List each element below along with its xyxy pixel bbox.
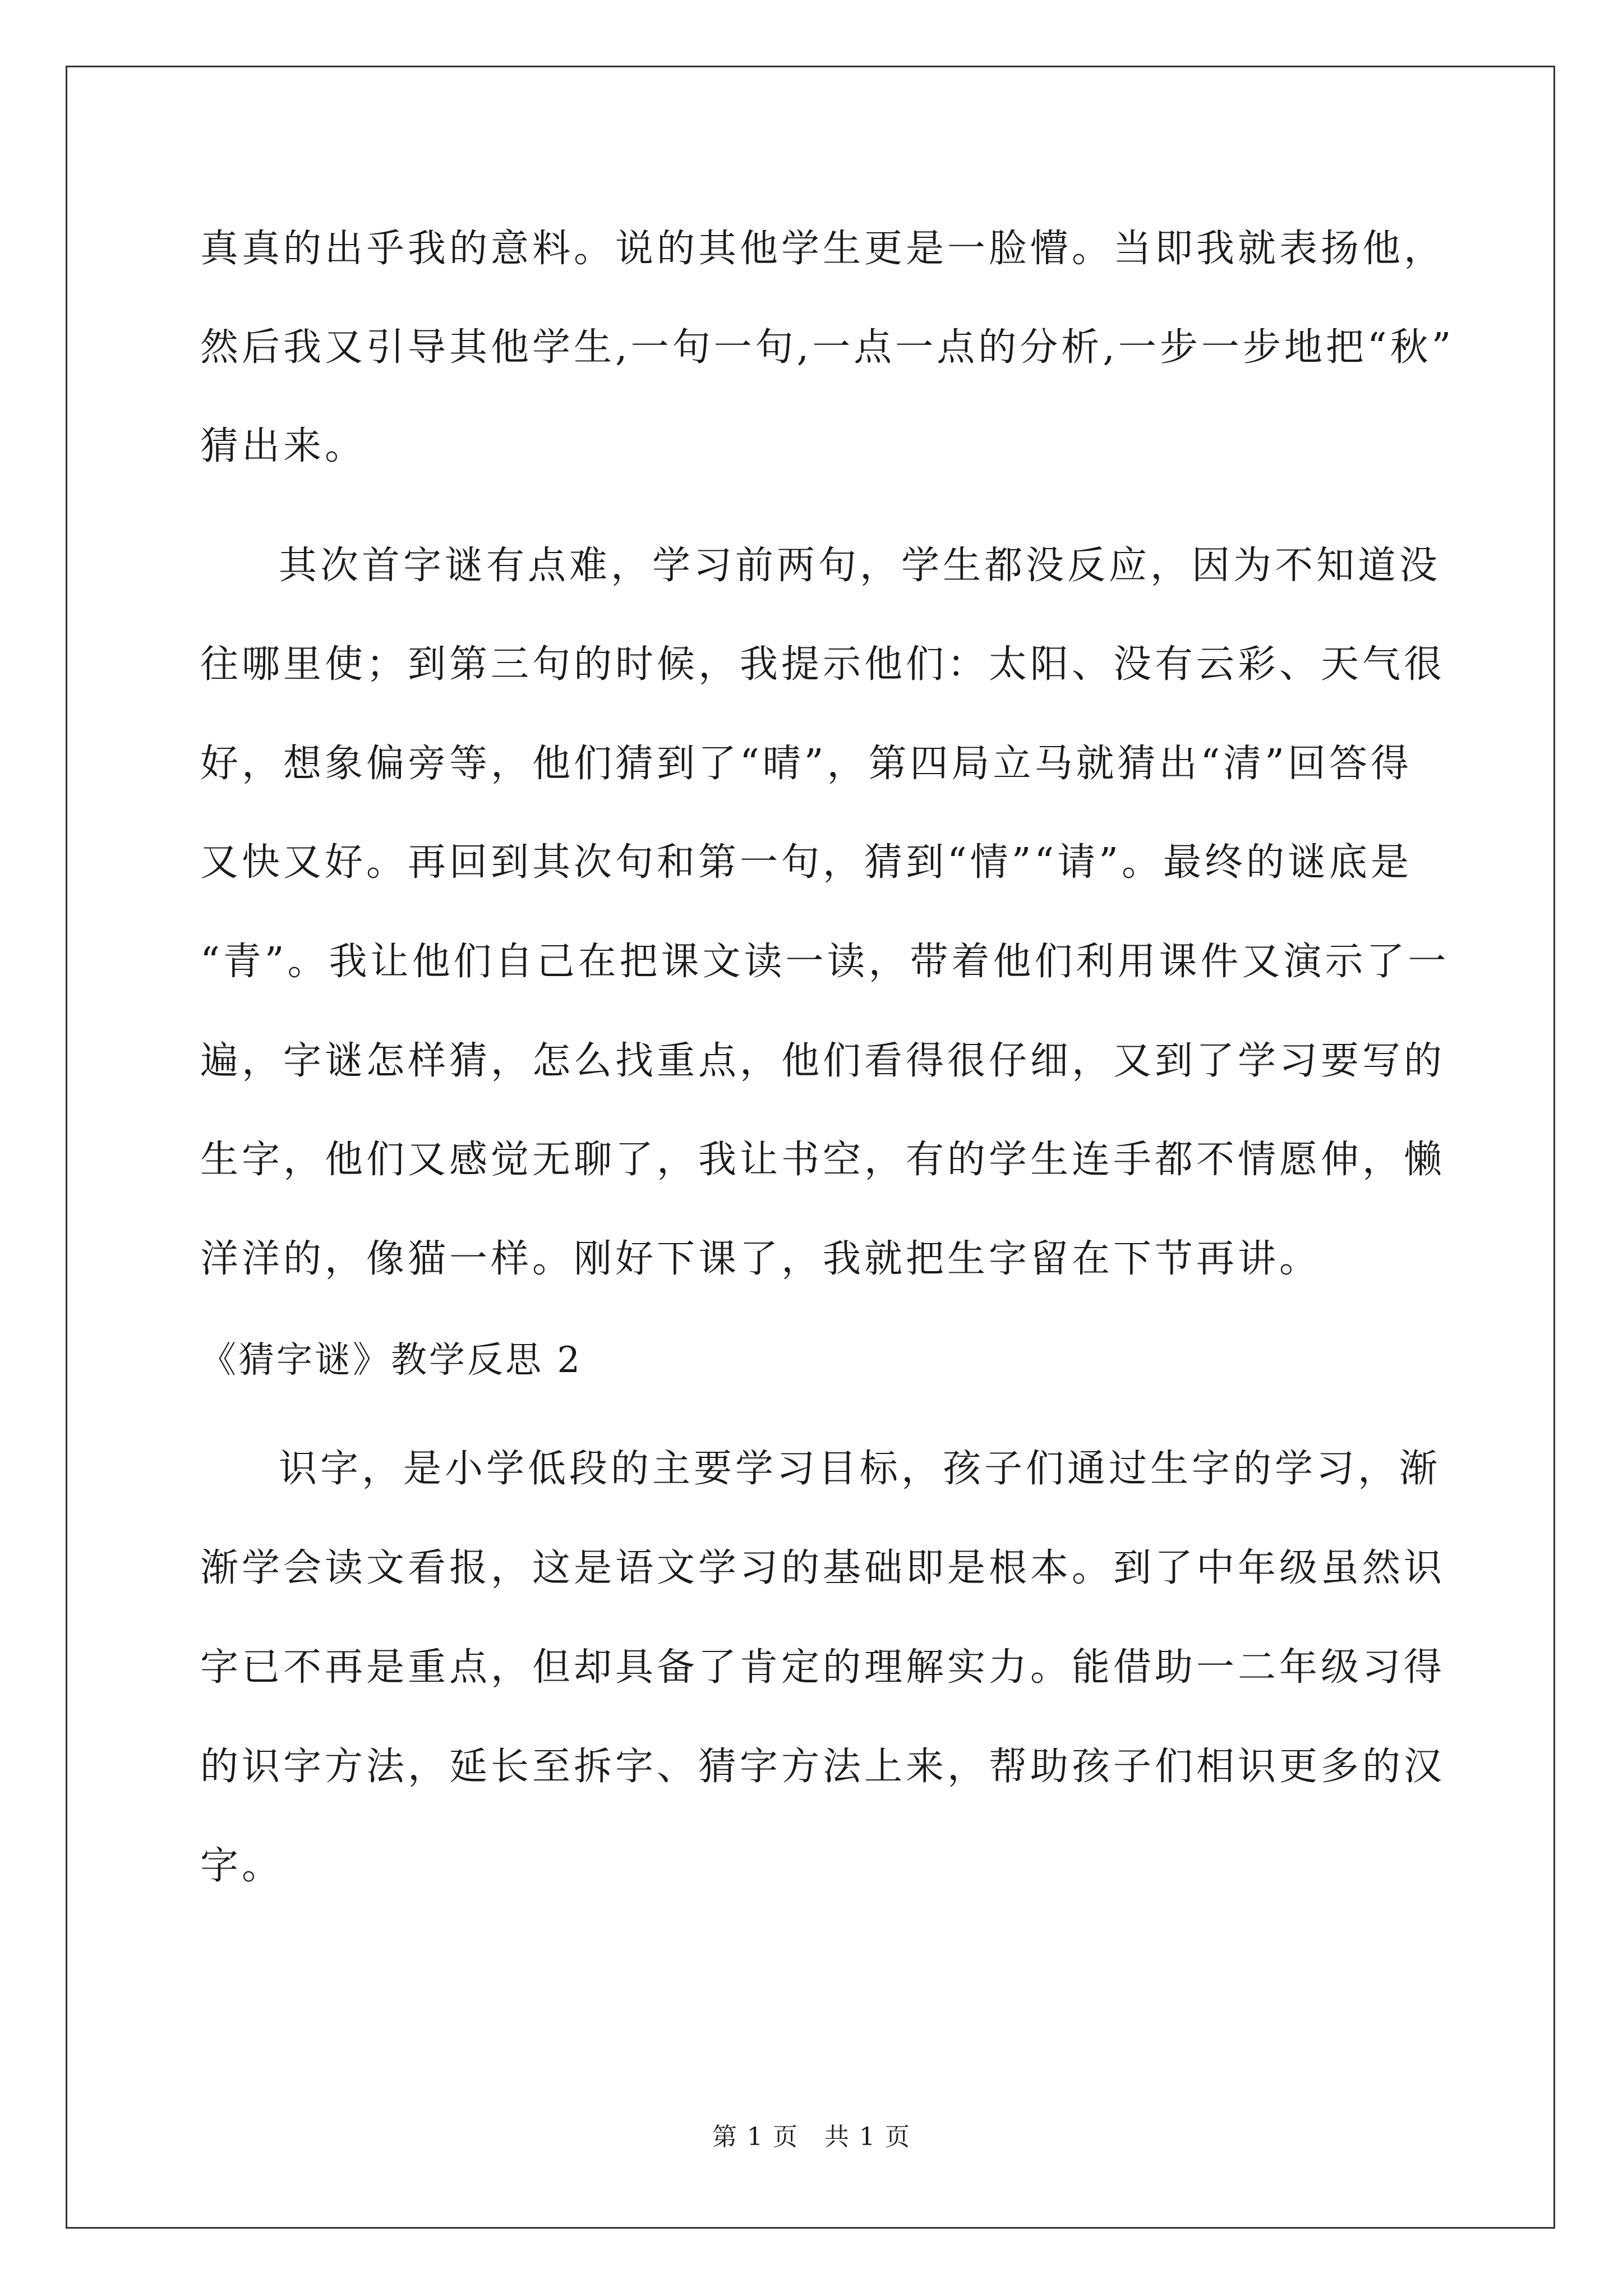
paragraph-2-line-2: 往哪里使；到第三句的时候，我提示他们：太阳、没有云彩、天气很 xyxy=(200,642,1446,687)
section-title: 《猜字谜》教学反思 2 xyxy=(200,1340,583,1381)
paragraph-3-line-1: 识字，是小学低段的主要学习目标，孩子们通过生字的学习，渐 xyxy=(279,1447,1441,1491)
paragraph-2-line-5: “青”。我让他们自己在把课文读一读，带着他们利用课件又演示了一 xyxy=(200,940,1450,984)
paragraph-1-line-1: 真真的出乎我的意料。说的其他学生更是一脸懵。当即我就表扬他， xyxy=(200,227,1446,271)
paragraph-3-line-2: 渐学会读文看报，这是语文学习的基础即是根本。到了中年级虽然识 xyxy=(200,1546,1446,1590)
paragraph-2-line-1: 其次首字谜有点难，学习前两句，学生都没反应，因为不知道没 xyxy=(279,544,1441,588)
paragraph-3-line-5: 字。 xyxy=(200,1844,284,1888)
paragraph-3-line-4: 的识字方法，延长至拆字、猜字方法上来，帮助孩子们相识更多的汉 xyxy=(200,1745,1446,1789)
paragraph-2-line-8: 洋洋的，像猫一样。刚好下课了，我就把生字留在下节再讲。 xyxy=(200,1237,1321,1281)
page-number-footer: 第 1 页 共 1 页 xyxy=(712,2123,911,2151)
paragraph-1-line-2: 然后我又引导其他学生,一句一句,一点一点的分析,一步一步地把“秋” xyxy=(200,325,1455,370)
paragraph-3-line-3: 字已不再是重点，但却具备了肯定的理解实力。能借助一二年级习得 xyxy=(200,1645,1446,1690)
paragraph-2-line-3: 好，想象偏旁等，他们猜到了“晴”，第四局立马就猜出“清”回答得 xyxy=(200,742,1413,786)
paragraph-2-line-4: 又快又好。再回到其次句和第一句，猜到“情”“请”。最终的谜底是 xyxy=(200,840,1413,885)
paragraph-2-line-6: 遍，字谜怎样猜，怎么找重点，他们看得很仔细，又到了学习要写的 xyxy=(200,1039,1446,1083)
paragraph-1-line-3: 猜出来。 xyxy=(200,424,367,468)
paragraph-2-line-7: 生字，他们又感觉无聊了，我让书空，有的学生连手都不情愿伸，懒 xyxy=(200,1138,1446,1182)
